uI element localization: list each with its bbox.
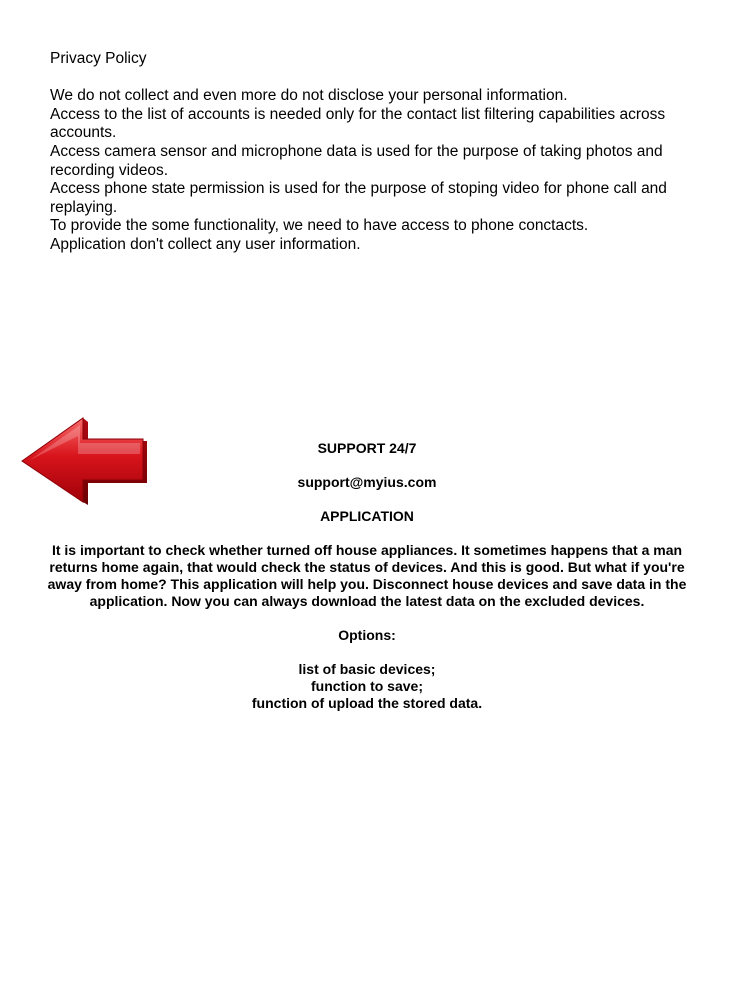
application-heading: APPLICATION xyxy=(320,508,414,524)
privacy-line: Access camera sensor and microphone data is used for the purpose of taking photos and recording videos. xyxy=(50,142,663,179)
option-item: function of upload the stored data. xyxy=(251,695,483,711)
support-email-link[interactable]: support@myius.com xyxy=(297,474,437,490)
option-item: list of basic devices; xyxy=(298,661,436,677)
privacy-line: Application don't collect any user information. xyxy=(50,235,361,253)
privacy-line: We do not collect and even more do not disclose your personal information. xyxy=(50,87,568,105)
options-list xyxy=(40,661,694,712)
options-heading: Options: xyxy=(338,627,396,643)
application-description: It is important to check whether turned off house appliances. It sometimes happens that a man returns home again, that would check the status of devices. And this is good. But what if you're away from home? This application will help you. Disconnect house devices and save data in the application. Now you can always download the latest data on the excluded devices. xyxy=(47,542,687,609)
support-section xyxy=(40,440,694,729)
privacy-line: To provide the some functionality, we need to have access to phone conctacts. xyxy=(50,217,589,235)
privacy-policy-section xyxy=(50,50,700,255)
privacy-line: Access phone state permission is used for the purpose of stoping video for phone call and replaying. xyxy=(50,180,667,216)
privacy-line: Access to the list of accounts is needed only for the contact list filtering capabilities across accounts. xyxy=(50,105,666,142)
support-heading: SUPPORT 24/7 xyxy=(317,440,417,456)
privacy-policy-title: Privacy Policy xyxy=(50,50,147,67)
option-item: function to save; xyxy=(310,678,423,694)
